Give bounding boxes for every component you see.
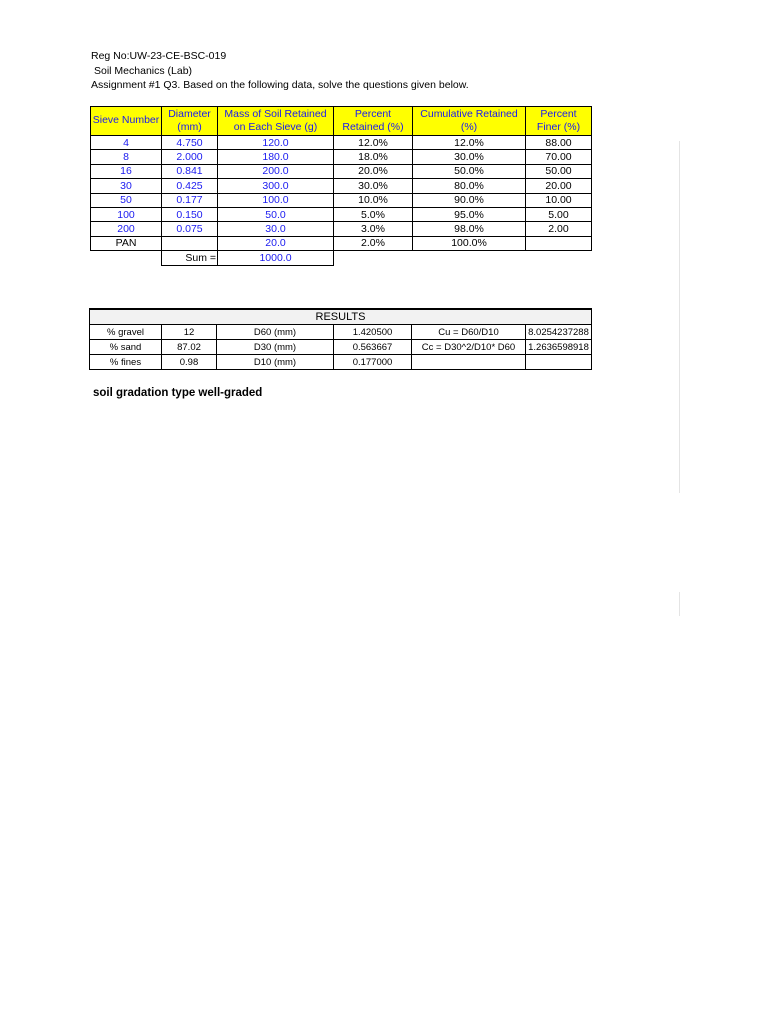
empty-cell (526, 251, 592, 265)
fraction-value-cell[interactable]: 87.02 (162, 340, 217, 355)
results-title[interactable]: RESULTS (90, 309, 592, 325)
table-row (91, 193, 592, 207)
percent-finer-cell[interactable] (526, 236, 592, 250)
fraction-label-cell[interactable]: % sand (90, 340, 162, 355)
course-title: Soil Mechanics (Lab) (94, 65, 193, 77)
coefficient-value-cell[interactable]: 1.2636598918 (526, 340, 592, 355)
sieve-number-cell[interactable]: 4 (91, 136, 162, 150)
diameter-cell[interactable]: 0.425 (162, 179, 218, 193)
coefficient-value-cell[interactable]: 8.0254237288 (526, 325, 592, 340)
sum-label[interactable]: Sum = (162, 251, 218, 265)
empty-cell (334, 251, 413, 265)
cumulative-retained-cell[interactable]: 12.0% (413, 136, 526, 150)
diameter-cell[interactable]: 0.075 (162, 222, 218, 236)
sieve-analysis-table (90, 106, 592, 266)
fraction-value-cell[interactable]: 12 (162, 325, 217, 340)
cumulative-retained-cell[interactable]: 90.0% (413, 193, 526, 207)
diameter-cell[interactable]: 0.177 (162, 193, 218, 207)
table-row (91, 179, 592, 193)
sieve-number-cell[interactable]: 8 (91, 150, 162, 164)
reg-number: Reg No:UW-23-CE-BSC-019 (91, 50, 227, 62)
percent-retained-cell[interactable]: 3.0% (334, 222, 413, 236)
coefficient-label-cell[interactable]: Cu = D60/D10 (412, 325, 526, 340)
results-table (89, 308, 592, 370)
cumulative-retained-cell[interactable]: 95.0% (413, 207, 526, 221)
percent-retained-cell[interactable]: 30.0% (334, 179, 413, 193)
mass-retained-header[interactable]: Mass of Soil Retained on Each Sieve (g) (218, 107, 334, 136)
cumulative-retained-cell[interactable]: 98.0% (413, 222, 526, 236)
mass-retained-cell[interactable]: 50.0 (218, 207, 334, 221)
percent-finer-cell[interactable]: 70.00 (526, 150, 592, 164)
fraction-label-cell[interactable]: % fines (90, 355, 162, 370)
cumulative-retained-cell[interactable]: 50.0% (413, 164, 526, 178)
diameter-cell[interactable]: 4.750 (162, 136, 218, 150)
sum-value[interactable]: 1000.0 (218, 251, 334, 265)
d-size-value-cell[interactable]: 1.420500 (334, 325, 412, 340)
d-size-value-cell[interactable]: 0.563667 (334, 340, 412, 355)
cumulative-retained-cell[interactable]: 30.0% (413, 150, 526, 164)
mass-retained-cell[interactable]: 30.0 (218, 222, 334, 236)
table-row (90, 340, 592, 355)
coefficient-value-cell[interactable] (526, 355, 592, 370)
d-size-value-cell[interactable]: 0.177000 (334, 355, 412, 370)
diameter-header[interactable]: Diameter (mm) (162, 107, 218, 136)
percent-retained-cell[interactable]: 18.0% (334, 150, 413, 164)
table-row (90, 355, 592, 370)
percent-retained-cell[interactable]: 10.0% (334, 193, 413, 207)
mass-retained-cell[interactable]: 300.0 (218, 179, 334, 193)
table-row (91, 207, 592, 221)
percent-finer-header[interactable]: Percent Finer (%) (526, 107, 592, 136)
assignment-statement: Assignment #1 Q3. Based on the following data, solve the questions given below. (91, 79, 469, 91)
d-size-label-cell[interactable]: D60 (mm) (217, 325, 334, 340)
percent-retained-cell[interactable]: 2.0% (334, 236, 413, 250)
fraction-label-cell[interactable]: % gravel (90, 325, 162, 340)
sieve-number-cell[interactable]: 200 (91, 222, 162, 236)
table-row (91, 236, 592, 250)
table-row (91, 136, 592, 150)
percent-finer-cell[interactable]: 50.00 (526, 164, 592, 178)
diameter-cell[interactable]: 0.150 (162, 207, 218, 221)
page-break-line (679, 141, 680, 493)
percent-retained-cell[interactable]: 12.0% (334, 136, 413, 150)
sum-row (91, 251, 592, 265)
cumulative-retained-cell[interactable]: 100.0% (413, 236, 526, 250)
d-size-label-cell[interactable]: D30 (mm) (217, 340, 334, 355)
percent-finer-cell[interactable]: 5.00 (526, 207, 592, 221)
cumulative-retained-cell[interactable]: 80.0% (413, 179, 526, 193)
table-row (91, 150, 592, 164)
percent-retained-header[interactable]: Percent Retained (%) (334, 107, 413, 136)
percent-retained-cell[interactable]: 20.0% (334, 164, 413, 178)
results-title-row (90, 309, 592, 325)
coefficient-label-cell[interactable]: Cc = D30^2/D10* D60 (412, 340, 526, 355)
empty-cell (91, 251, 162, 265)
sieve-number-cell[interactable]: 30 (91, 179, 162, 193)
percent-finer-cell[interactable]: 10.00 (526, 193, 592, 207)
percent-finer-cell[interactable]: 2.00 (526, 222, 592, 236)
d-size-label-cell[interactable]: D10 (mm) (217, 355, 334, 370)
sieve-number-cell[interactable]: 50 (91, 193, 162, 207)
gradation-conclusion: soil gradation type well-graded (93, 387, 263, 399)
diameter-cell[interactable] (162, 236, 218, 250)
diameter-cell[interactable]: 0.841 (162, 164, 218, 178)
fraction-value-cell[interactable]: 0.98 (162, 355, 217, 370)
mass-retained-cell[interactable]: 180.0 (218, 150, 334, 164)
page-break-line (679, 592, 680, 616)
percent-finer-cell[interactable]: 20.00 (526, 179, 592, 193)
coefficient-label-cell[interactable] (412, 355, 526, 370)
empty-cell (413, 251, 526, 265)
sieve-number-cell[interactable]: 100 (91, 207, 162, 221)
sieve-number-cell[interactable]: 16 (91, 164, 162, 178)
table-row (91, 164, 592, 178)
sieve-number-cell[interactable]: PAN (91, 236, 162, 250)
mass-retained-cell[interactable]: 200.0 (218, 164, 334, 178)
sieve-header-row (91, 107, 592, 136)
percent-retained-cell[interactable]: 5.0% (334, 207, 413, 221)
diameter-cell[interactable]: 2.000 (162, 150, 218, 164)
percent-finer-cell[interactable]: 88.00 (526, 136, 592, 150)
mass-retained-cell[interactable]: 120.0 (218, 136, 334, 150)
table-row (91, 222, 592, 236)
mass-retained-cell[interactable]: 100.0 (218, 193, 334, 207)
cumulative-retained-header[interactable]: Cumulative Retained (%) (413, 107, 526, 136)
mass-retained-cell[interactable]: 20.0 (218, 236, 334, 250)
sieve-number-header[interactable]: Sieve Number (91, 107, 162, 136)
table-row (90, 325, 592, 340)
